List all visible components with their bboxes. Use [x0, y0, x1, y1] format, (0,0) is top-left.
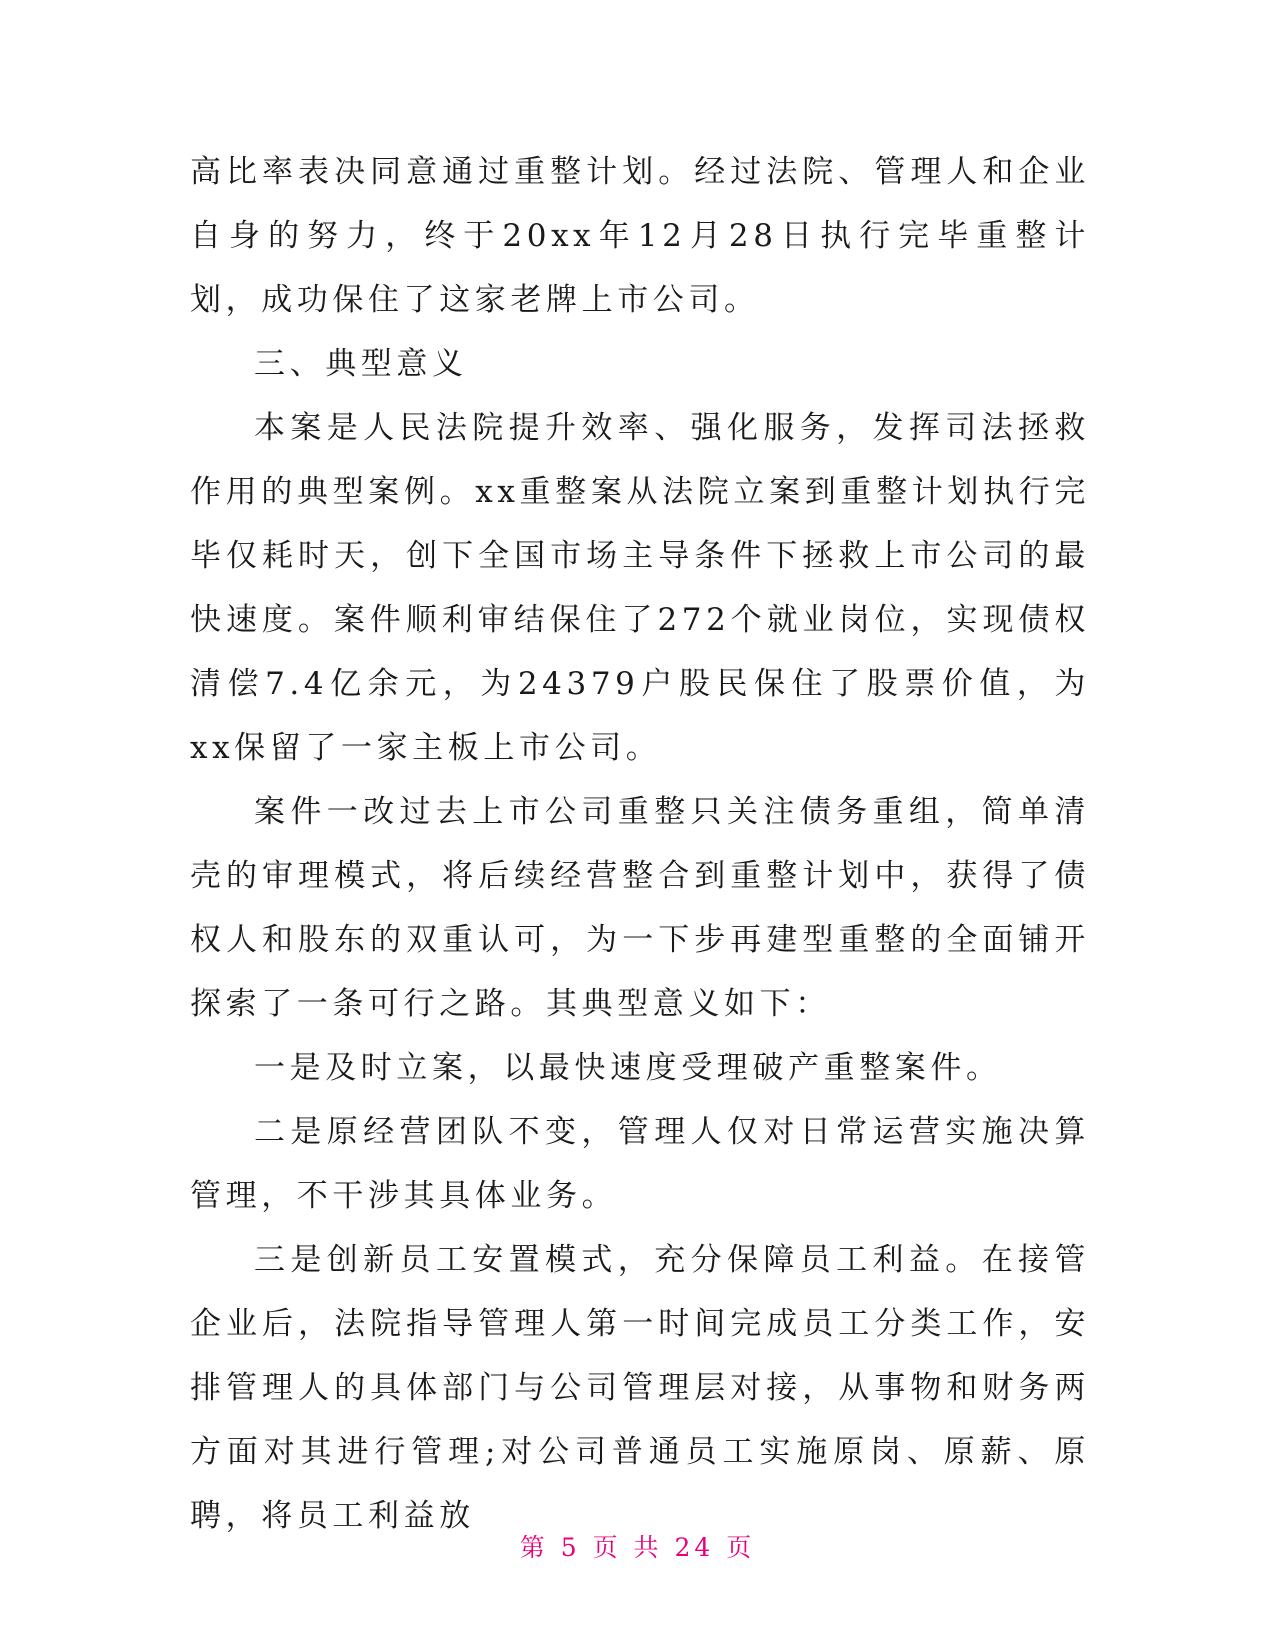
- footer-total-pages: 24: [674, 1533, 715, 1562]
- section-heading: 三、典型意义: [254, 346, 468, 382]
- paragraph-2: 本案是人民法院提升效率、强化服务，发挥司法拯救作用的典型案例。xx重整案从法院立案到重整计划执行完毕仅耗时天，创下全国市场主导条件下拯救上市公司的最快速度。案件顺利审结保住了272个就业岗位，实现债权清偿7.4亿余元，为24379户股民保住了股票价值，为xx保留了一家主板上市公司。: [190, 410, 1090, 766]
- paragraph-5: 二是原经营团队不变，管理人仅对日常运营实施决算管理，不干涉其具体业务。: [190, 1114, 1090, 1214]
- page-footer: [0, 1528, 1275, 1564]
- footer-current-page: 5: [560, 1533, 581, 1562]
- paragraph-4: 一是及时立案，以最快速度受理破产重整案件。: [254, 1050, 1002, 1086]
- document-body: [190, 140, 1090, 1548]
- paragraph-6: 三是创新员工安置模式，充分保障员工利益。在接管企业后，法院指导管理人第一时间完成员工分类工作，安排管理人的具体部门与公司管理层对接，从事物和财务两方面对其进行管理;对公司普通员工实施原岗、原薪、原聘，将员工利益放: [190, 1242, 1090, 1534]
- footer-prefix: 第: [519, 1533, 549, 1562]
- footer-middle: 页 共: [592, 1533, 663, 1562]
- footer-suffix: 页: [726, 1533, 756, 1562]
- paragraph-3: 案件一改过去上市公司重整只关注债务重组，简单清壳的审理模式，将后续经营整合到重整计划中，获得了债权人和股东的双重认可，为一下步再建型重整的全面铺开探索了一条可行之路。其典型意义如下：: [190, 794, 1090, 1022]
- paragraph-1: 高比率表决同意通过重整计划。经过法院、管理人和企业自身的努力，终于20xx年12月28日执行完毕重整计划，成功保住了这家老牌上市公司。: [190, 154, 1090, 318]
